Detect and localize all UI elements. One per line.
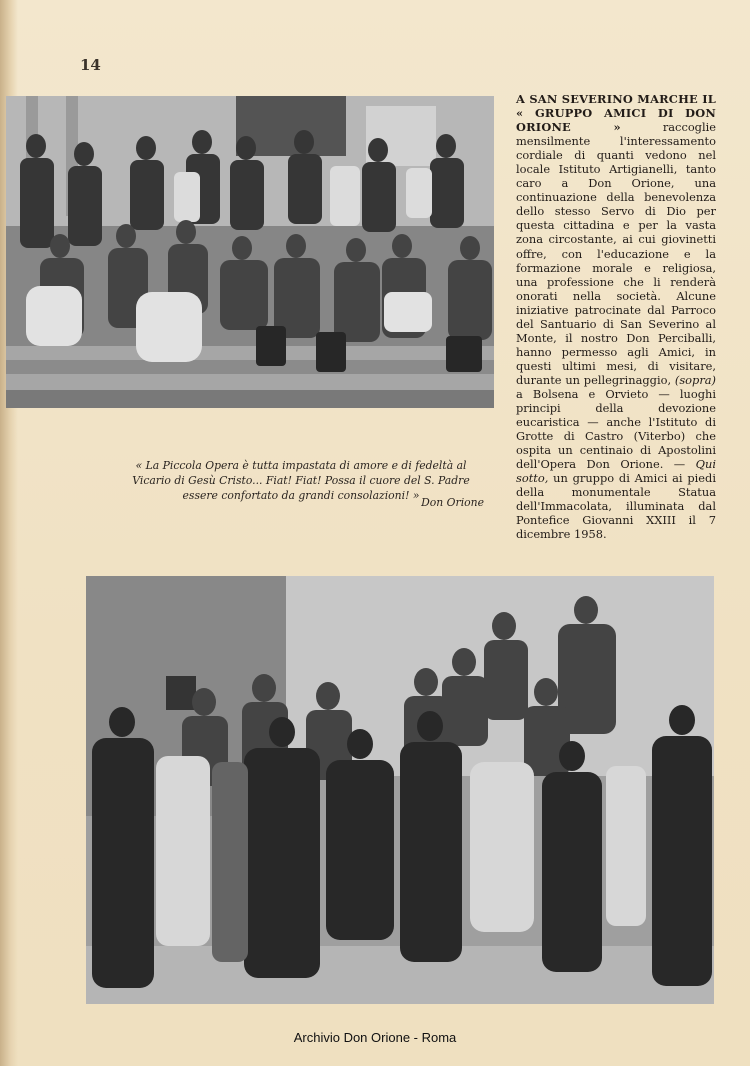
article-lead: A SAN SEVERINO MARCHE IL « GRUPPO AMICI DI DON ORIONE » [516,92,716,135]
archive-credit: Archivio Don Orione - Roma [293,1030,457,1045]
article-text [516,92,716,542]
page-number: 14 [80,56,101,74]
group-at-statue-illustration [86,576,714,1004]
group-on-steps-photo [6,96,494,408]
article-body-part2: a Bolsena e Orvieto — luoghi principi della devozione eucaristica — anche l'Istituto di Grotte di Castro (Viterbo) che ospita un centinaio di Apostolini dell'Opera Don Orione. — [516,386,716,472]
group-on-steps-illustration [6,96,494,408]
group-at-statue-photo [86,576,714,1004]
article-italic-qui-sotto: Qui sotto, [516,457,716,486]
article-italic-sopra: (sopra) [674,372,716,387]
article-body-part1: raccoglie mensilmente l'interessamento cordiale di quanti vedono nel locale Istituto Artigianelli, tanto caro a Don Orione, una continuazione della benevolenza dello stesso Servo di Dio per questa cittadina e per la vasta zona circostante, ai cui giovinetti offre, con l'educazione e la formazione morale e religiosa, una professione che li renderà onorati nella società. Alcune iniziative patrocinate dal Parroco del Santuario di San Severino al Monte, il nostro Don Perciballi, hanno permesso agli Amici, in questi ultimi mesi, di visitare, durante un pellegrinaggio, [516,120,716,387]
quote-author: Don Orione [421,496,484,509]
don-orione-quote: « La Piccola Opera è tutta impastata di amore e di fedeltà al Vicario di Gesù Cristo... Fiat! Fiat! Possa il cuore del S. Padre essere confortato da grandi consolazioni! » [132,459,470,502]
article-body-part3: un gruppo di Amici ai piedi della monumentale Statua dell'Immacolata, illuminata dal Pontefice Giovanni XXIII il 7 dicembre 1958. [516,471,716,542]
